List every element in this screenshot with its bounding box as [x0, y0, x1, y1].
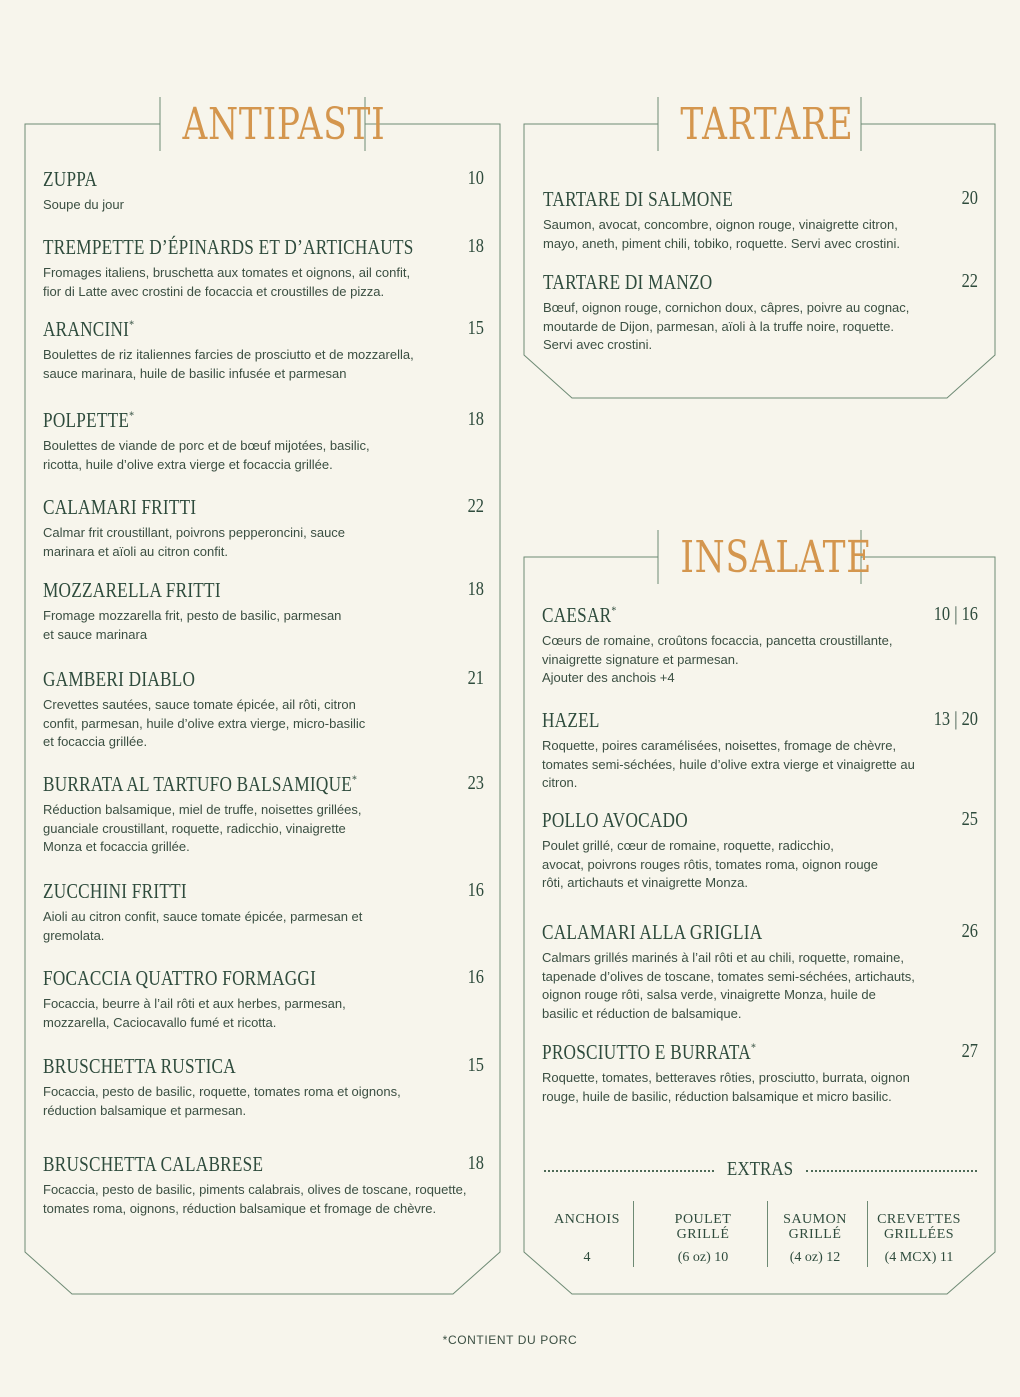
insalate-item-price: 26 [961, 920, 978, 942]
tartare-item-description [543, 216, 978, 253]
extras-item [648, 1212, 758, 1265]
tartare-item-name [543, 270, 900, 295]
antipasti-item-description [43, 196, 484, 215]
insalate-item [542, 920, 978, 1023]
insalate-item-name-text: CALAMARI ALLA GRIGLIA [542, 920, 763, 944]
antipasti-item-description-line: sauce marinara, huile de basilic infusée et parmesan [43, 365, 347, 381]
tartare-title: TARTARE [680, 99, 854, 150]
antipasti-item-name-text: ARANCINI [43, 317, 130, 341]
extras-item-value: (4 MCX) 11 [884, 1250, 954, 1265]
insalate-item-name-text: POLLO AVOCADO [542, 808, 688, 832]
extras-item-name-line: POULET [674, 1212, 732, 1227]
antipasti-item-name [43, 235, 414, 260]
footer-star: * [442, 1333, 448, 1347]
insalate-title: INSALATE [680, 532, 873, 583]
antipasti-item-description [43, 607, 484, 644]
antipasti-item [43, 578, 484, 644]
extras-item-name-line: GRILLÉ [676, 1227, 730, 1242]
insalate-item-name [542, 1040, 900, 1065]
antipasti-item-description-line: fior di Latte avec crostini de focaccia et croustilles de pizza. [43, 283, 385, 299]
extras-item-name [532, 1212, 642, 1242]
antipasti-item [43, 667, 484, 752]
insalate-item-name [542, 808, 900, 833]
insalate-item-description-line: Ajouter des anchois +4 [542, 670, 675, 685]
pork-star: * [352, 772, 358, 786]
pork-star: * [129, 317, 135, 331]
antipasti-item-price: 22 [467, 495, 484, 517]
antipasti-item-price: 16 [467, 879, 484, 901]
extras-item-name-line: GRILLÉ [788, 1227, 842, 1242]
antipasti-item-description-line: Focaccia, pesto de basilic, roquette, tomates roma et oignons, [43, 1084, 401, 1099]
extras-spacer [532, 1227, 642, 1242]
extras-item [864, 1212, 974, 1265]
antipasti-item-price: 18 [467, 1152, 484, 1174]
antipasti-item-description-line: Monza et focaccia grillée. [43, 839, 190, 854]
antipasti-item-name [43, 495, 405, 520]
antipasti-item-name-text: ZUPPA [43, 167, 98, 191]
insalate-item-description-line: rouge, huile de basilic, réduction balsamique et micro basilic. [542, 1088, 892, 1104]
extras-item-name [864, 1212, 974, 1242]
insalate-item-description [542, 1069, 978, 1106]
antipasti-item-price: 18 [467, 235, 484, 257]
extras-item-value: 4 [583, 1250, 591, 1265]
extras-dots-right [806, 1170, 977, 1172]
insalate-item-description-line: Cœurs de romaine, croûtons focaccia, pancetta croustillante, [542, 633, 893, 648]
antipasti-item [43, 1152, 484, 1218]
insalate-item-description-line: avocat, poivrons rouges rôtis, tomates roma, oignon rouge [542, 856, 879, 872]
antipasti-item-description-line: Réduction balsamique, miel de truffe, noisettes grillées, [43, 802, 362, 817]
antipasti-item-description-line: Soupe du jour [43, 197, 124, 212]
footer-text: CONTIENT DU PORC [447, 1333, 578, 1347]
tartare-item [543, 187, 978, 253]
antipasti-item [43, 408, 484, 474]
insalate-item-description-line: tomates semi-séchées, huile d’olive extra vierge et vinaigrette au [542, 756, 915, 772]
tartare-item-name-text: TARTARE DI MANZO [543, 270, 713, 294]
antipasti-title: ANTIPASTI [182, 99, 386, 150]
antipasti-item-name-text: BURRATA AL TARTUFO BALSAMIQUE [43, 772, 353, 796]
insalate-item-description-line: vinaigrette signature et parmesan. [542, 651, 739, 667]
tartare-item-description-line: mayo, aneth, piment chili, tobiko, roquette. Servi avec crostini. [543, 235, 900, 251]
insalate-item [542, 603, 978, 688]
antipasti-item [43, 317, 484, 383]
extras-item [760, 1212, 870, 1265]
insalate-item-price: 10 | 16 [933, 603, 978, 625]
insalate-item-description [542, 949, 978, 1023]
extras-dots-left [544, 1170, 714, 1172]
antipasti-item-description-line: Focaccia, pesto de basilic, piments calabrais, olives de toscane, roquette, [43, 1182, 467, 1197]
antipasti-item-description [43, 1083, 484, 1120]
antipasti-item-name-text: ZUCCHINI FRITTI [43, 879, 187, 903]
pork-star: * [611, 603, 617, 617]
antipasti-item-description-line: Fromage mozzarella frit, pesto de basilic, parmesan [43, 608, 342, 623]
insalate-item-name-text: CAESAR [542, 603, 612, 627]
insalate-item-description-line: tapenade d’olives de toscane, tomates semi-séchées, artichauts, [542, 968, 915, 984]
insalate-item-price: 25 [961, 808, 978, 830]
antipasti-item-price: 15 [467, 1054, 484, 1076]
extras-item-name [648, 1212, 758, 1242]
extras-item-name-line: GRILLÉES [883, 1227, 955, 1242]
extras-item-name-line: SAUMON [783, 1212, 847, 1227]
footer-note [0, 1333, 1020, 1347]
antipasti-item-description-line: réduction balsamique et parmesan. [43, 1102, 247, 1118]
antipasti-item-description-line: confit, parmesan, huile d’olive extra vierge, micro-basilic [43, 715, 366, 731]
antipasti-item-description-line: ricotta, huile d’olive extra vierge et focaccia grillée. [43, 456, 333, 472]
tartare-item-description-line: Saumon, avocat, concombre, oignon rouge, vinaigrette citron, [543, 217, 898, 232]
antipasti-item-description-line: tomates roma, oignons, réduction balsamique et fromage de chèvre. [43, 1200, 437, 1216]
tartare-item-description-line: moutarde de Dijon, parmesan, aïoli à la truffe noire, roquette. [543, 318, 894, 334]
antipasti-item [43, 966, 484, 1032]
antipasti-item [43, 772, 484, 857]
insalate-item [542, 708, 978, 793]
tartare-item-price: 20 [961, 187, 978, 209]
extras-item-value: (4 oz) 12 [789, 1250, 841, 1265]
antipasti-item-description [43, 995, 484, 1032]
tartare-item-price: 22 [961, 270, 978, 292]
antipasti-item-description [43, 696, 484, 752]
antipasti-item-name [43, 167, 405, 192]
antipasti-item-description [43, 524, 484, 561]
insalate-item-description [542, 737, 978, 793]
extras-item-name-line: ANCHOIS [554, 1212, 620, 1227]
antipasti-item-description [43, 264, 484, 301]
antipasti-item-name [43, 1054, 405, 1079]
tartare-item-description-line: Bœuf, oignon rouge, cornichon doux, câpres, poivre au cognac, [543, 300, 910, 315]
antipasti-item-description-line: marinara et aïoli au citron confit. [43, 543, 228, 559]
antipasti-item-description-line: gremolata. [43, 927, 105, 943]
antipasti-item-price: 10 [467, 167, 484, 189]
pork-star: * [129, 408, 135, 422]
antipasti-item-name-text: BRUSCHETTA CALABRESE [43, 1152, 264, 1176]
antipasti-item-name [43, 1152, 405, 1177]
antipasti-item-name-text: CALAMARI FRITTI [43, 495, 197, 519]
insalate-item-name [542, 708, 900, 733]
antipasti-item-name [43, 966, 405, 991]
antipasti-item-description [43, 346, 484, 383]
antipasti-item-price: 21 [467, 667, 484, 689]
antipasti-item-name-text: MOZZARELLA FRITTI [43, 578, 221, 602]
insalate-item-description-line: Roquette, poires caramélisées, noisettes, fromage de chèvre, [542, 738, 897, 753]
antipasti-item-name-text: FOCACCIA QUATTRO FORMAGGI [43, 966, 317, 990]
antipasti-item-price: 15 [467, 317, 484, 339]
insalate-item-description [542, 837, 978, 893]
antipasti-item-description-line: Crevettes sautées, sauce tomate épicée, ail rôti, citron [43, 697, 356, 712]
extras-item-name [760, 1212, 870, 1242]
antipasti-item-name [43, 408, 405, 433]
insalate-item-description-line: Poulet grillé, cœur de romaine, roquette, radicchio, [542, 838, 834, 853]
antipasti-item [43, 879, 484, 945]
antipasti-item-name [43, 667, 405, 692]
pork-star: * [750, 1040, 757, 1054]
tartare-item-name-text: TARTARE DI SALMONE [543, 187, 734, 211]
antipasti-item-description-line: et sauce marinara [43, 626, 148, 642]
tartare-item-description-line: Servi avec crostini. [543, 337, 653, 352]
insalate-item-price: 13 | 20 [933, 708, 978, 730]
insalate-item-name-text: PROSCIUTTO E BURRATA [542, 1040, 751, 1064]
antipasti-item-description-line: Boulettes de riz italiennes farcies de prosciutto et de mozzarella, [43, 347, 414, 362]
antipasti-item-description-line: mozzarella, Caciocavallo fumé et ricotta. [43, 1014, 277, 1030]
antipasti-item-name [43, 317, 405, 342]
antipasti-item-description-line: guanciale croustillant, roquette, radicchio, vinaigrette [43, 820, 346, 836]
antipasti-item-description-line: Aioli au citron confit, sauce tomate épicée, parmesan et [43, 909, 363, 924]
extras-item-value: (6 oz) 10 [677, 1250, 729, 1265]
antipasti-item-name-text: GAMBERI DIABLO [43, 667, 196, 691]
antipasti-item-name-text: POLPETTE [43, 408, 130, 432]
antipasti-item-description [43, 801, 484, 857]
antipasti-item-description-line: Calmar frit croustillant, poivrons pepperoncini, sauce [43, 525, 346, 540]
antipasti-item-name-text: BRUSCHETTA RUSTICA [43, 1054, 236, 1078]
antipasti-item-name-text: TREMPETTE D’ÉPINARDS ET D’ARTICHAUTS [43, 235, 414, 259]
antipasti-item-description-line: Fromages italiens, bruschetta aux tomates et oignons, ail confit, [43, 265, 411, 280]
antipasti-item-price: 16 [467, 966, 484, 988]
insalate-item-name [542, 920, 900, 945]
insalate-item [542, 808, 978, 893]
insalate-item-description-line: basilic et réduction de balsamique. [542, 1005, 742, 1021]
insalate-item [542, 1040, 978, 1106]
antipasti-item-name [43, 772, 405, 797]
insalate-item-name-text: HAZEL [542, 708, 600, 732]
antipasti-item-name [43, 578, 405, 603]
antipasti-item-price: 23 [467, 772, 484, 794]
antipasti-item-description-line: Boulettes de viande de porc et de bœuf mijotées, basilic, [43, 438, 370, 453]
extras-item-name-line: CREVETTES [877, 1212, 961, 1227]
antipasti-item-description [43, 437, 484, 474]
antipasti-item-price: 18 [467, 578, 484, 600]
extras-item [532, 1212, 642, 1265]
insalate-item-description-line: rôti, artichauts et vinaigrette Monza. [542, 875, 748, 890]
insalate-item-description [542, 632, 978, 688]
antipasti-item-description [43, 1181, 484, 1218]
extras-title: EXTRAS [726, 1158, 794, 1180]
insalate-item-price: 27 [961, 1040, 978, 1062]
tartare-item [543, 270, 978, 355]
antipasti-item-description-line: et focaccia grillée. [43, 734, 148, 749]
insalate-item-name [542, 603, 900, 628]
antipasti-item [43, 495, 484, 561]
antipasti-item [43, 235, 484, 301]
antipasti-item-price: 18 [467, 408, 484, 430]
insalate-item-description-line: citron. [542, 775, 578, 790]
antipasti-item-description [43, 908, 484, 945]
insalate-item-description-line: Calmars grillés marinés à l’ail rôti et au chili, roquette, romaine, [542, 950, 904, 965]
tartare-item-description [543, 299, 978, 355]
insalate-item-description-line: Roquette, tomates, betteraves rôties, prosciutto, burrata, oignon [542, 1070, 910, 1085]
antipasti-item-name [43, 879, 405, 904]
antipasti-item [43, 1054, 484, 1120]
antipasti-item [43, 167, 484, 215]
antipasti-item-description-line: Focaccia, beurre à l’ail rôti et aux herbes, parmesan, [43, 996, 346, 1011]
tartare-item-name [543, 187, 900, 212]
insalate-item-description-line: oignon rouge rôti, salsa verde, vinaigrette Monza, huile de [542, 987, 876, 1002]
